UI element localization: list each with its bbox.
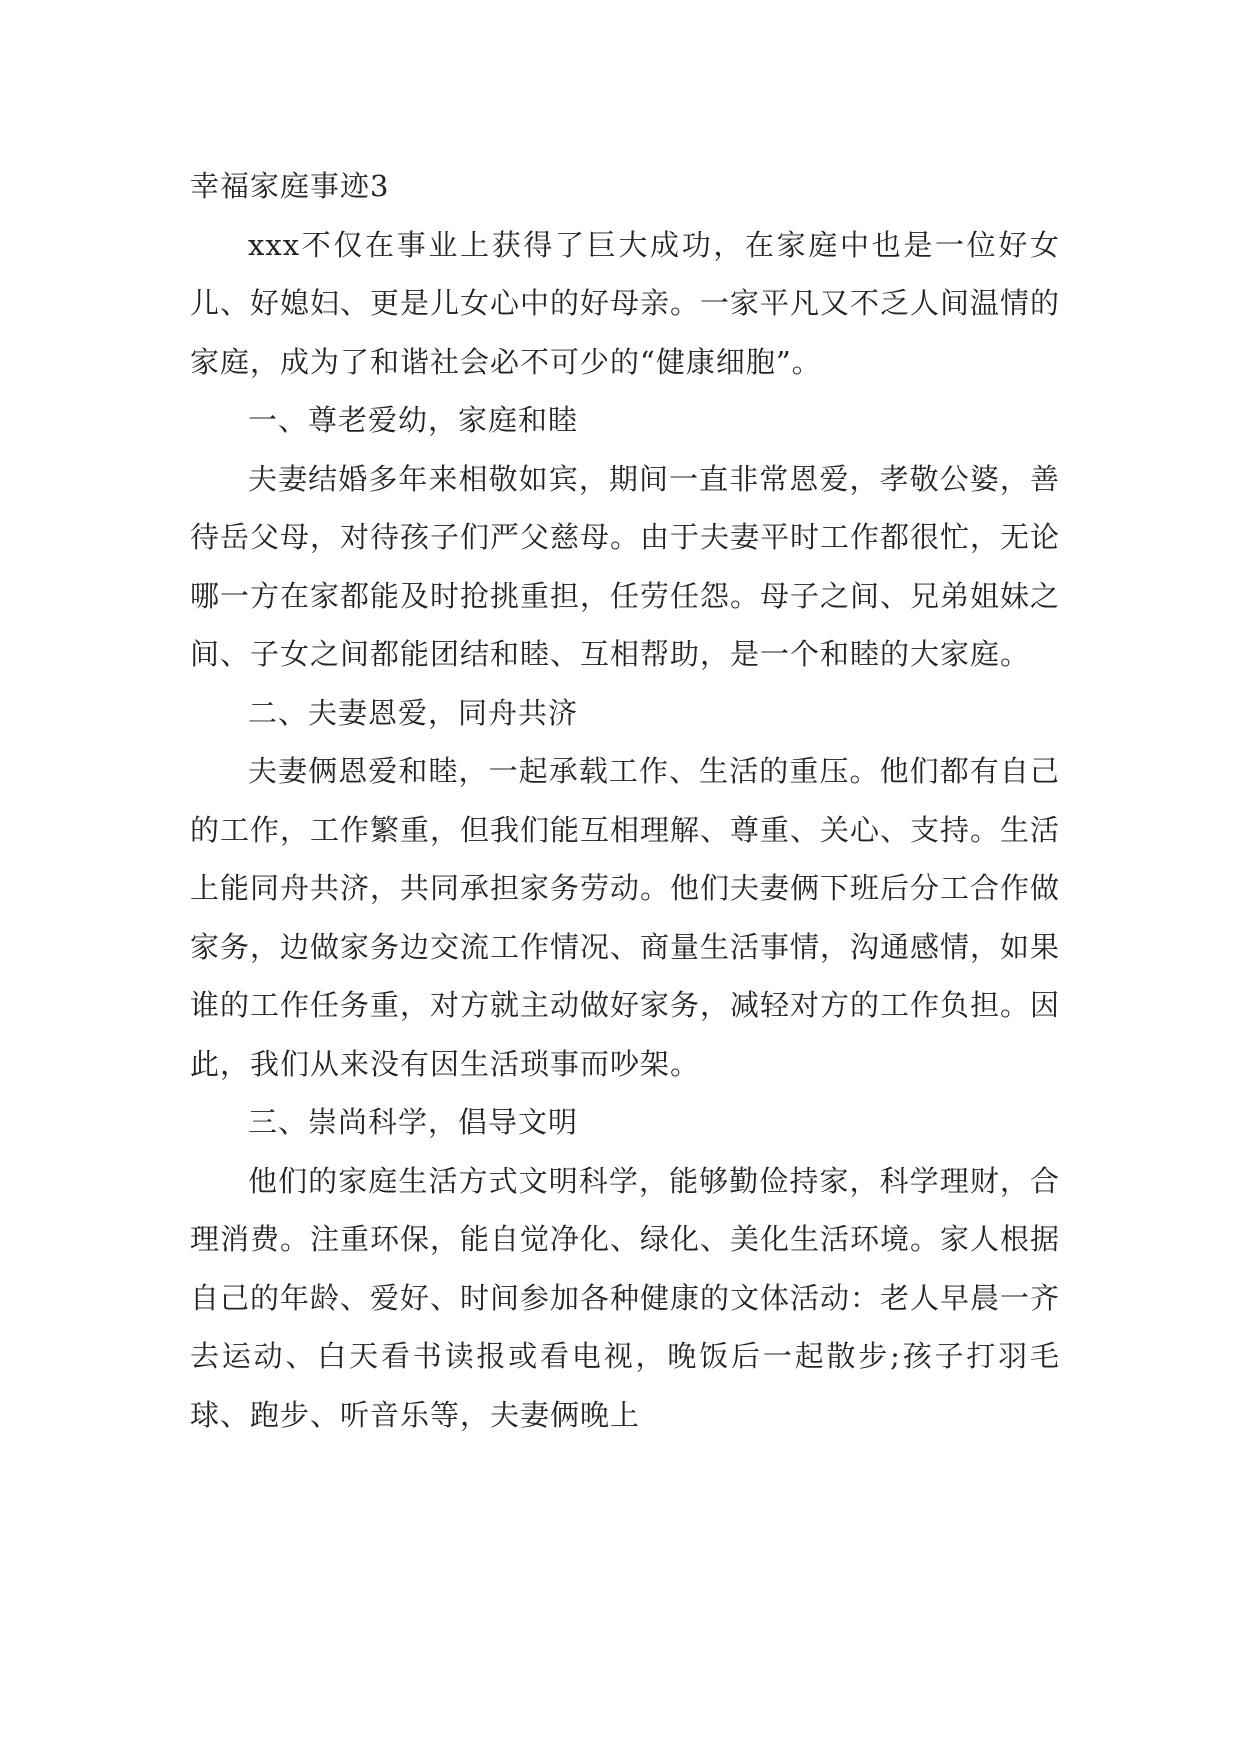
section-paragraph-1: 夫妻结婚多年来相敬如宾，期间一直非常恩爱，孝敬公婆，善待岳父母，对待孩子们严父慈母。由于夫妻平时工作都很忙，无论哪一方在家都能及时抢挑重担，任劳任怨。母子之间、兄弟姐妹之间、子女之间都能团结和睦、互相帮助，是一个和睦的大家庭。 bbox=[190, 461, 1061, 671]
section-paragraph-2: 夫妻俩恩爱和睦，一起承载工作、生活的重压。他们都有自己的工作，工作繁重，但我们能互相理解、尊重、关心、支持。生活上能同舟共济，共同承担家务劳动。他们夫妻俩下班后分工合作做家务，边做家务边交流工作情况、商量生活事情，沟通感情，如果谁的工作任务重，对方就主动做好家务，减轻对方的工作负担。因此，我们从来没有因生活琐事而吵架。 bbox=[190, 754, 1061, 1081]
section-paragraph-3: 他们的家庭生活方式文明科学，能够勤俭持家，科学理财，合理消费。注重环保，能自觉净化、绿化、美化生活环境。家人根据自己的年龄、爱好、时间参加各种健康的文体活动：老人早晨一齐去运动、白天看书读报或看电视，晚饭后一起散步;孩子打羽毛球、跑步、听音乐等，夫妻俩晚上 bbox=[190, 1163, 1061, 1432]
document-body bbox=[190, 157, 1060, 1444]
section-heading-2: 二、夫妻恩爱，同舟共济 bbox=[248, 695, 579, 730]
document-title: 幸福家庭事迹3 bbox=[190, 169, 390, 203]
section-heading-3: 三、崇尚科学，倡导文明 bbox=[248, 1105, 579, 1139]
intro-paragraph: xxx不仅在事业上获得了巨大成功，在家庭中也是一位好女儿、好媳妇、更是儿女心中的好母亲。一家平凡又不乏人间温情的家庭，成为了和谐社会必不可少的“健康细胞”。 bbox=[190, 227, 1061, 379]
section-heading-1: 一、尊老爱幼，家庭和睦 bbox=[248, 403, 579, 437]
